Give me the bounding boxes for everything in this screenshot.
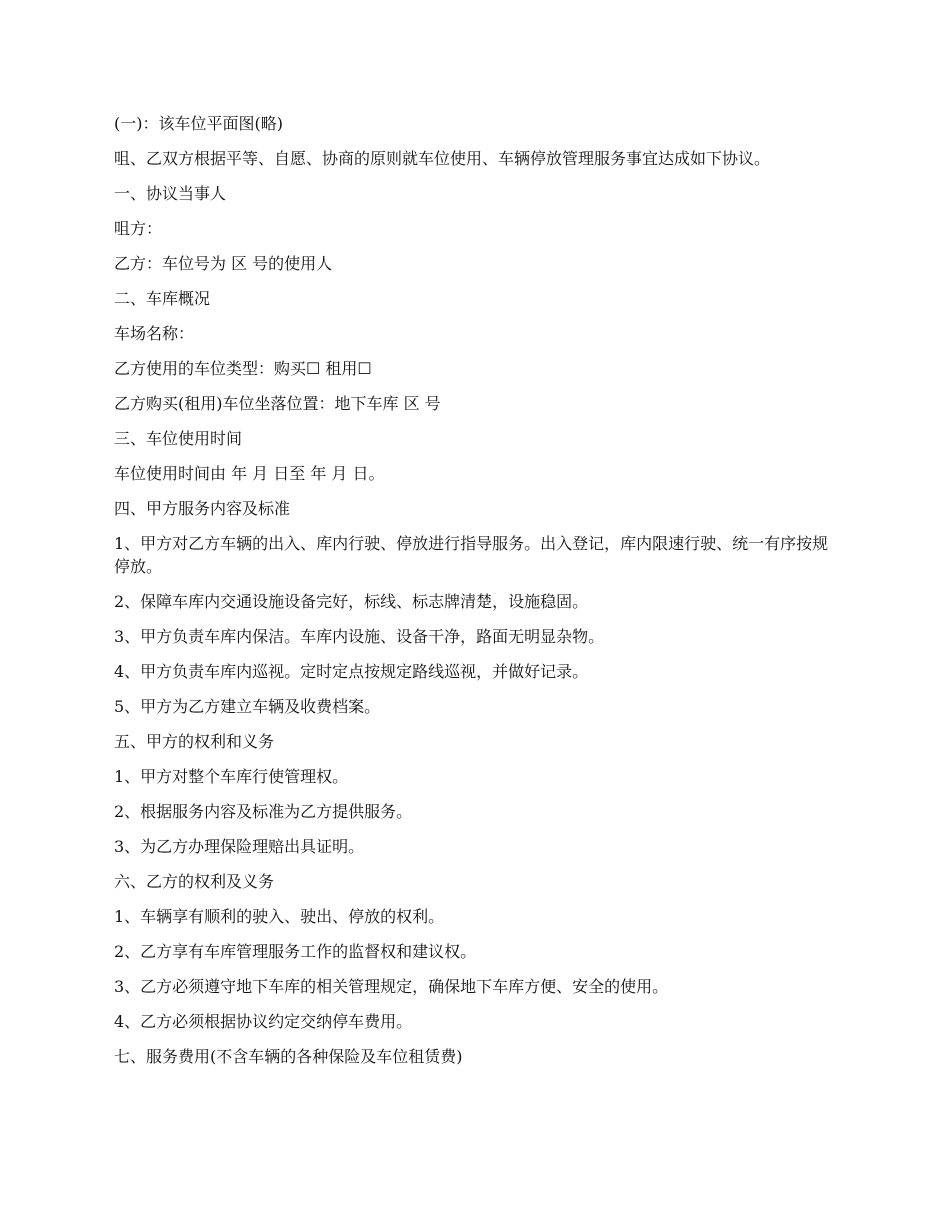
party-b-rights-item: 4、乙方必须根据协议约定交纳停车费用。 — [114, 1012, 413, 1031]
party-a-rights-item: 2、根据服务内容及标准为乙方提供服务。 — [114, 802, 413, 821]
section-heading-garage-overview: 二、车库概况 — [114, 289, 211, 308]
party-b-rights-item: 2、乙方享有车库管理服务工作的监督权和建议权。 — [114, 942, 477, 961]
party-a-service-item: 3、甲方负责车库内保洁。车库内设施、设备干净，路面无明显杂物。 — [114, 627, 605, 646]
party-a-service-item: 5、甲方为乙方建立车辆及收费档案。 — [114, 697, 381, 716]
party-a-rights-item: 1、甲方对整个车库行使管理权。 — [114, 767, 349, 786]
space-location-line: 乙方购买(租用)车位坐落位置：地下车库 区 号 — [114, 394, 441, 413]
section-heading-party-a-rights: 五、甲方的权利和义务 — [114, 732, 275, 751]
parking-lot-name-line: 车场名称： — [114, 324, 195, 343]
party-b-rights-item: 3、乙方必须遵守地下车库的相关管理规定，确保地下车库方便、安全的使用。 — [114, 977, 669, 996]
section-heading-parties: 一、协议当事人 — [114, 184, 227, 203]
party-b-rights-item: 1、车辆享有顺利的驶入、驶出、停放的权利。 — [114, 907, 445, 926]
party-a-service-item: 2、保障车库内交通设施设备完好，标线、标志牌清楚，设施稳固。 — [114, 592, 589, 611]
plan-note: (一)：该车位平面图(略) — [114, 114, 283, 133]
party-a-line: 咀方： — [114, 219, 163, 238]
party-b-line: 乙方：车位号为 区 号的使用人 — [114, 254, 333, 273]
party-a-service-item: 4、甲方负责车库内巡视。定时定点按规定路线巡视，并做好记录。 — [114, 662, 589, 681]
agreement-preamble: 咀、乙双方根据平等、自愿、协商的原则就车位使用、车辆停放管理服务事宜达成如下协议。 — [114, 149, 771, 168]
space-type-line: 乙方使用的车位类型：购买☐ 租用☐ — [114, 359, 372, 378]
section-heading-usage-period: 三、车位使用时间 — [114, 429, 243, 448]
section-heading-party-a-services: 四、甲方服务内容及标准 — [114, 499, 291, 518]
document-body — [114, 112, 844, 1080]
section-heading-party-b-rights: 六、乙方的权利及义务 — [114, 872, 275, 891]
party-a-rights-item: 3、为乙方办理保险理赔出具证明。 — [114, 837, 365, 856]
party-a-service-item: 1、甲方对乙方车辆的出入、库内行驶、停放进行指导服务。出入登记，库内限速行驶、统一有序按规停放。 — [114, 534, 829, 576]
usage-period-line: 车位使用时间由 年 月 日至 年 月 日。 — [114, 464, 385, 483]
section-heading-service-fees: 七、服务费用(不含车辆的各种保险及车位租赁费) — [114, 1047, 463, 1066]
